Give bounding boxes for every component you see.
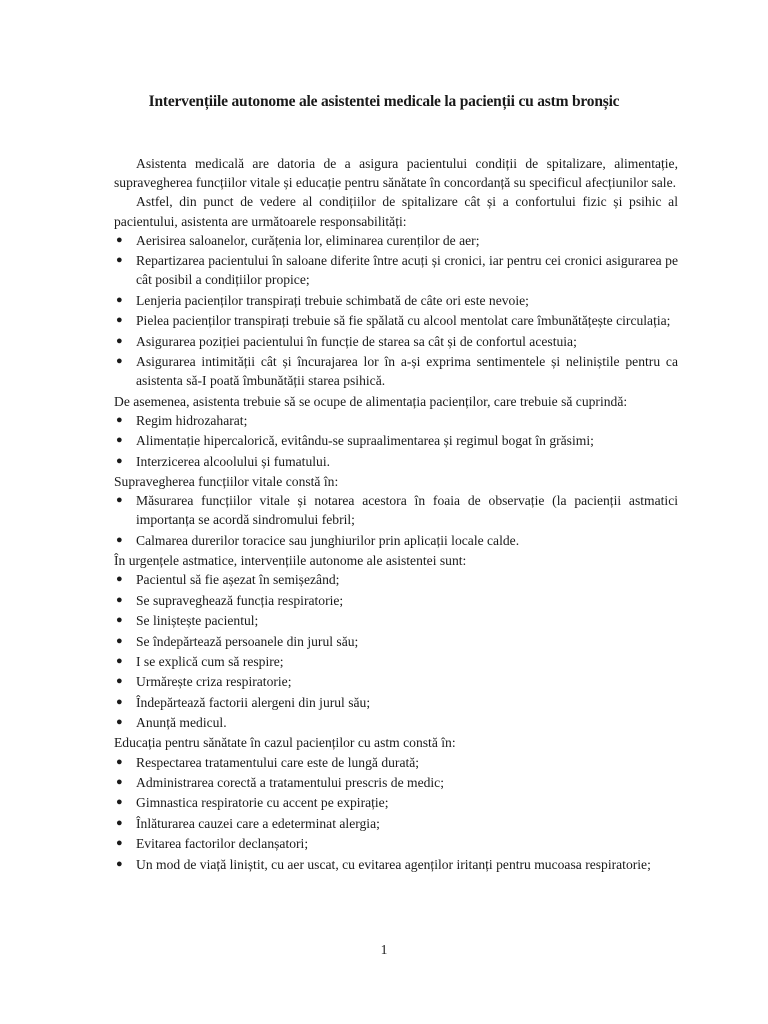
bullet-icon: ●: [116, 254, 123, 267]
intro-paragraph-1: Asistenta medicală are datoria de a asigura pacientului condiții de spitalizare, alimentație, supravegherea funcțiilor vitale și educație pentru sănătate în concordanță su specificul afecțiunilor sale.: [114, 156, 678, 191]
list-item-text: Aerisirea saloanelor, curățenia lor, eliminarea curenților de aer;: [136, 232, 480, 248]
list-item: [114, 611, 678, 630]
bullet-icon: ●: [116, 614, 123, 627]
bullet-icon: ●: [116, 776, 123, 789]
bullet-icon: ●: [116, 755, 123, 768]
vitals-list: [114, 491, 678, 550]
document-body: [114, 154, 678, 875]
list-item: [114, 855, 678, 874]
list-item: [114, 251, 678, 289]
bullet-icon: ●: [116, 494, 123, 507]
list-item-text: Regim hidrozaharat;: [136, 412, 248, 428]
list-item-text: Asigurarea intimității cât și încurajarea lor în a-și exprima sentimentele și neliniștile pentru ca asistenta să-I poată îmbunătății starea psihică.: [136, 353, 678, 389]
bullet-icon: ●: [116, 293, 123, 306]
list-item-text: Interzicerea alcoolului și fumatului.: [136, 453, 331, 469]
list-item-text: Respectarea tratamentului care este de lungă durată;: [136, 754, 420, 770]
education-list: [114, 753, 678, 874]
bullet-icon: ●: [116, 334, 123, 347]
list-item-text: Anunță medicul.: [136, 715, 227, 731]
emergency-intro: În urgențele astmatice, intervențiile autonome ale asistentei sunt:: [114, 553, 467, 569]
document-title: Intervențiile autonome ale asistentei medicale la pacienții cu astm bronșic: [148, 93, 620, 110]
list-item-text: Un mod de viață liniștit, cu aer uscat, cu evitarea agenților iritanți pentru mucoasa respiratorie;: [136, 856, 651, 872]
vitals-intro: Supravegherea funcțiilor vitale constă în:: [114, 473, 339, 489]
bullet-icon: ●: [116, 233, 123, 246]
list-item-text: Administrarea corectă a tratamentului prescris de medic;: [136, 775, 444, 791]
bullet-icon: ●: [116, 413, 123, 426]
list-item: [114, 352, 678, 390]
intro-paragraph-2: Astfel, din punct de vedere al condițiilor de spitalizare cât și a confortului fizic și psihic al pacientului, asistenta are următoarele responsabilități:: [114, 194, 678, 229]
list-item: [114, 753, 678, 772]
alimentation-list: [114, 411, 678, 471]
list-item-text: Urmărește criza respiratorie;: [136, 674, 292, 690]
bullet-icon: ●: [116, 573, 123, 586]
list-item-text: Gimnastica respiratorie cu accent pe expirație;: [136, 795, 389, 811]
emergency-list: [114, 570, 678, 732]
bullet-icon: ●: [116, 857, 123, 870]
list-item-text: Asigurarea poziției pacientului în funcție de starea sa cât și de confortul acestuia;: [136, 333, 577, 349]
list-item: [114, 452, 678, 471]
bullet-icon: ●: [116, 716, 123, 729]
list-item: [114, 632, 678, 651]
education-intro: Educația pentru sănătate în cazul pacienților cu astm constă în:: [114, 735, 456, 751]
bullet-icon: ●: [116, 837, 123, 850]
list-item-text: I se explică cum să respire;: [136, 653, 284, 669]
bullet-icon: ●: [116, 816, 123, 829]
list-item: [114, 431, 678, 450]
bullet-icon: ●: [116, 593, 123, 606]
bullet-icon: ●: [116, 654, 123, 667]
list-item-text: Se îndepărtează persoanele din jurul său;: [136, 633, 359, 649]
list-item-text: Alimentație hipercalorică, evitându-se supraalimentarea și regimul bogat în grăsimi;: [136, 433, 594, 449]
list-item: [114, 311, 678, 330]
list-item: [114, 713, 678, 732]
list-item: [114, 291, 678, 310]
bullet-icon: ●: [116, 434, 123, 447]
list-item-text: Pacientul să fie așezat în semișezând;: [136, 572, 340, 588]
list-item-text: Măsurarea funcțiilor vitale și notarea acestora în foaia de observație (la pacienții astmatici importanța se acordă sindromului febril;: [136, 493, 678, 528]
list-item-text: Evitarea factorilor declanșatori;: [136, 836, 309, 852]
list-item: [114, 332, 678, 351]
list-item-text: Îndepărtează factorii alergeni din jurul său;: [136, 694, 371, 710]
bullet-icon: ●: [116, 796, 123, 809]
list-item: [114, 411, 678, 430]
bullet-icon: ●: [116, 454, 123, 467]
list-item: [114, 652, 678, 671]
responsibilities-list: [114, 231, 678, 391]
bullet-icon: ●: [116, 695, 123, 708]
alimentation-intro: De asemenea, asistenta trebuie să se ocupe de alimentația pacienților, care trebuie să cuprindă:: [114, 393, 628, 409]
list-item: [114, 591, 678, 610]
list-item: [114, 531, 678, 550]
list-item-text: Pielea pacienților transpirați trebuie să fie spălată cu alcool mentolat care îmbunătățește circulația;: [136, 313, 671, 329]
list-item-text: Repartizarea pacientului în saloane diferite între acuți și cronici, iar pentru cei cronici asigurarea pe cât posibil a condițiilor propice;: [136, 253, 678, 288]
list-item-text: Înlăturarea cauzei care a edeterminat alergia;: [136, 815, 380, 831]
list-item: [114, 834, 678, 853]
list-item: [114, 814, 678, 833]
list-item: [114, 793, 678, 812]
bullet-icon: ●: [116, 314, 123, 327]
bullet-icon: ●: [116, 354, 123, 367]
list-item-text: Lenjeria pacienților transpirați trebuie schimbată de câte ori este nevoie;: [136, 292, 529, 308]
bullet-icon: ●: [116, 675, 123, 688]
list-item: [114, 231, 678, 250]
list-item: [114, 672, 678, 691]
list-item: [114, 570, 678, 589]
list-item: [114, 693, 678, 712]
bullet-icon: ●: [116, 634, 123, 647]
list-item: [114, 773, 678, 792]
list-item-text: Calmarea durerilor toracice sau junghiurilor prin aplicații locale calde.: [136, 532, 520, 548]
bullet-icon: ●: [116, 533, 123, 546]
page-number: 1: [380, 942, 388, 957]
list-item-text: Se liniștește pacientul;: [136, 613, 259, 629]
list-item-text: Se supraveghează funcția respiratorie;: [136, 592, 344, 608]
list-item: [114, 491, 678, 529]
